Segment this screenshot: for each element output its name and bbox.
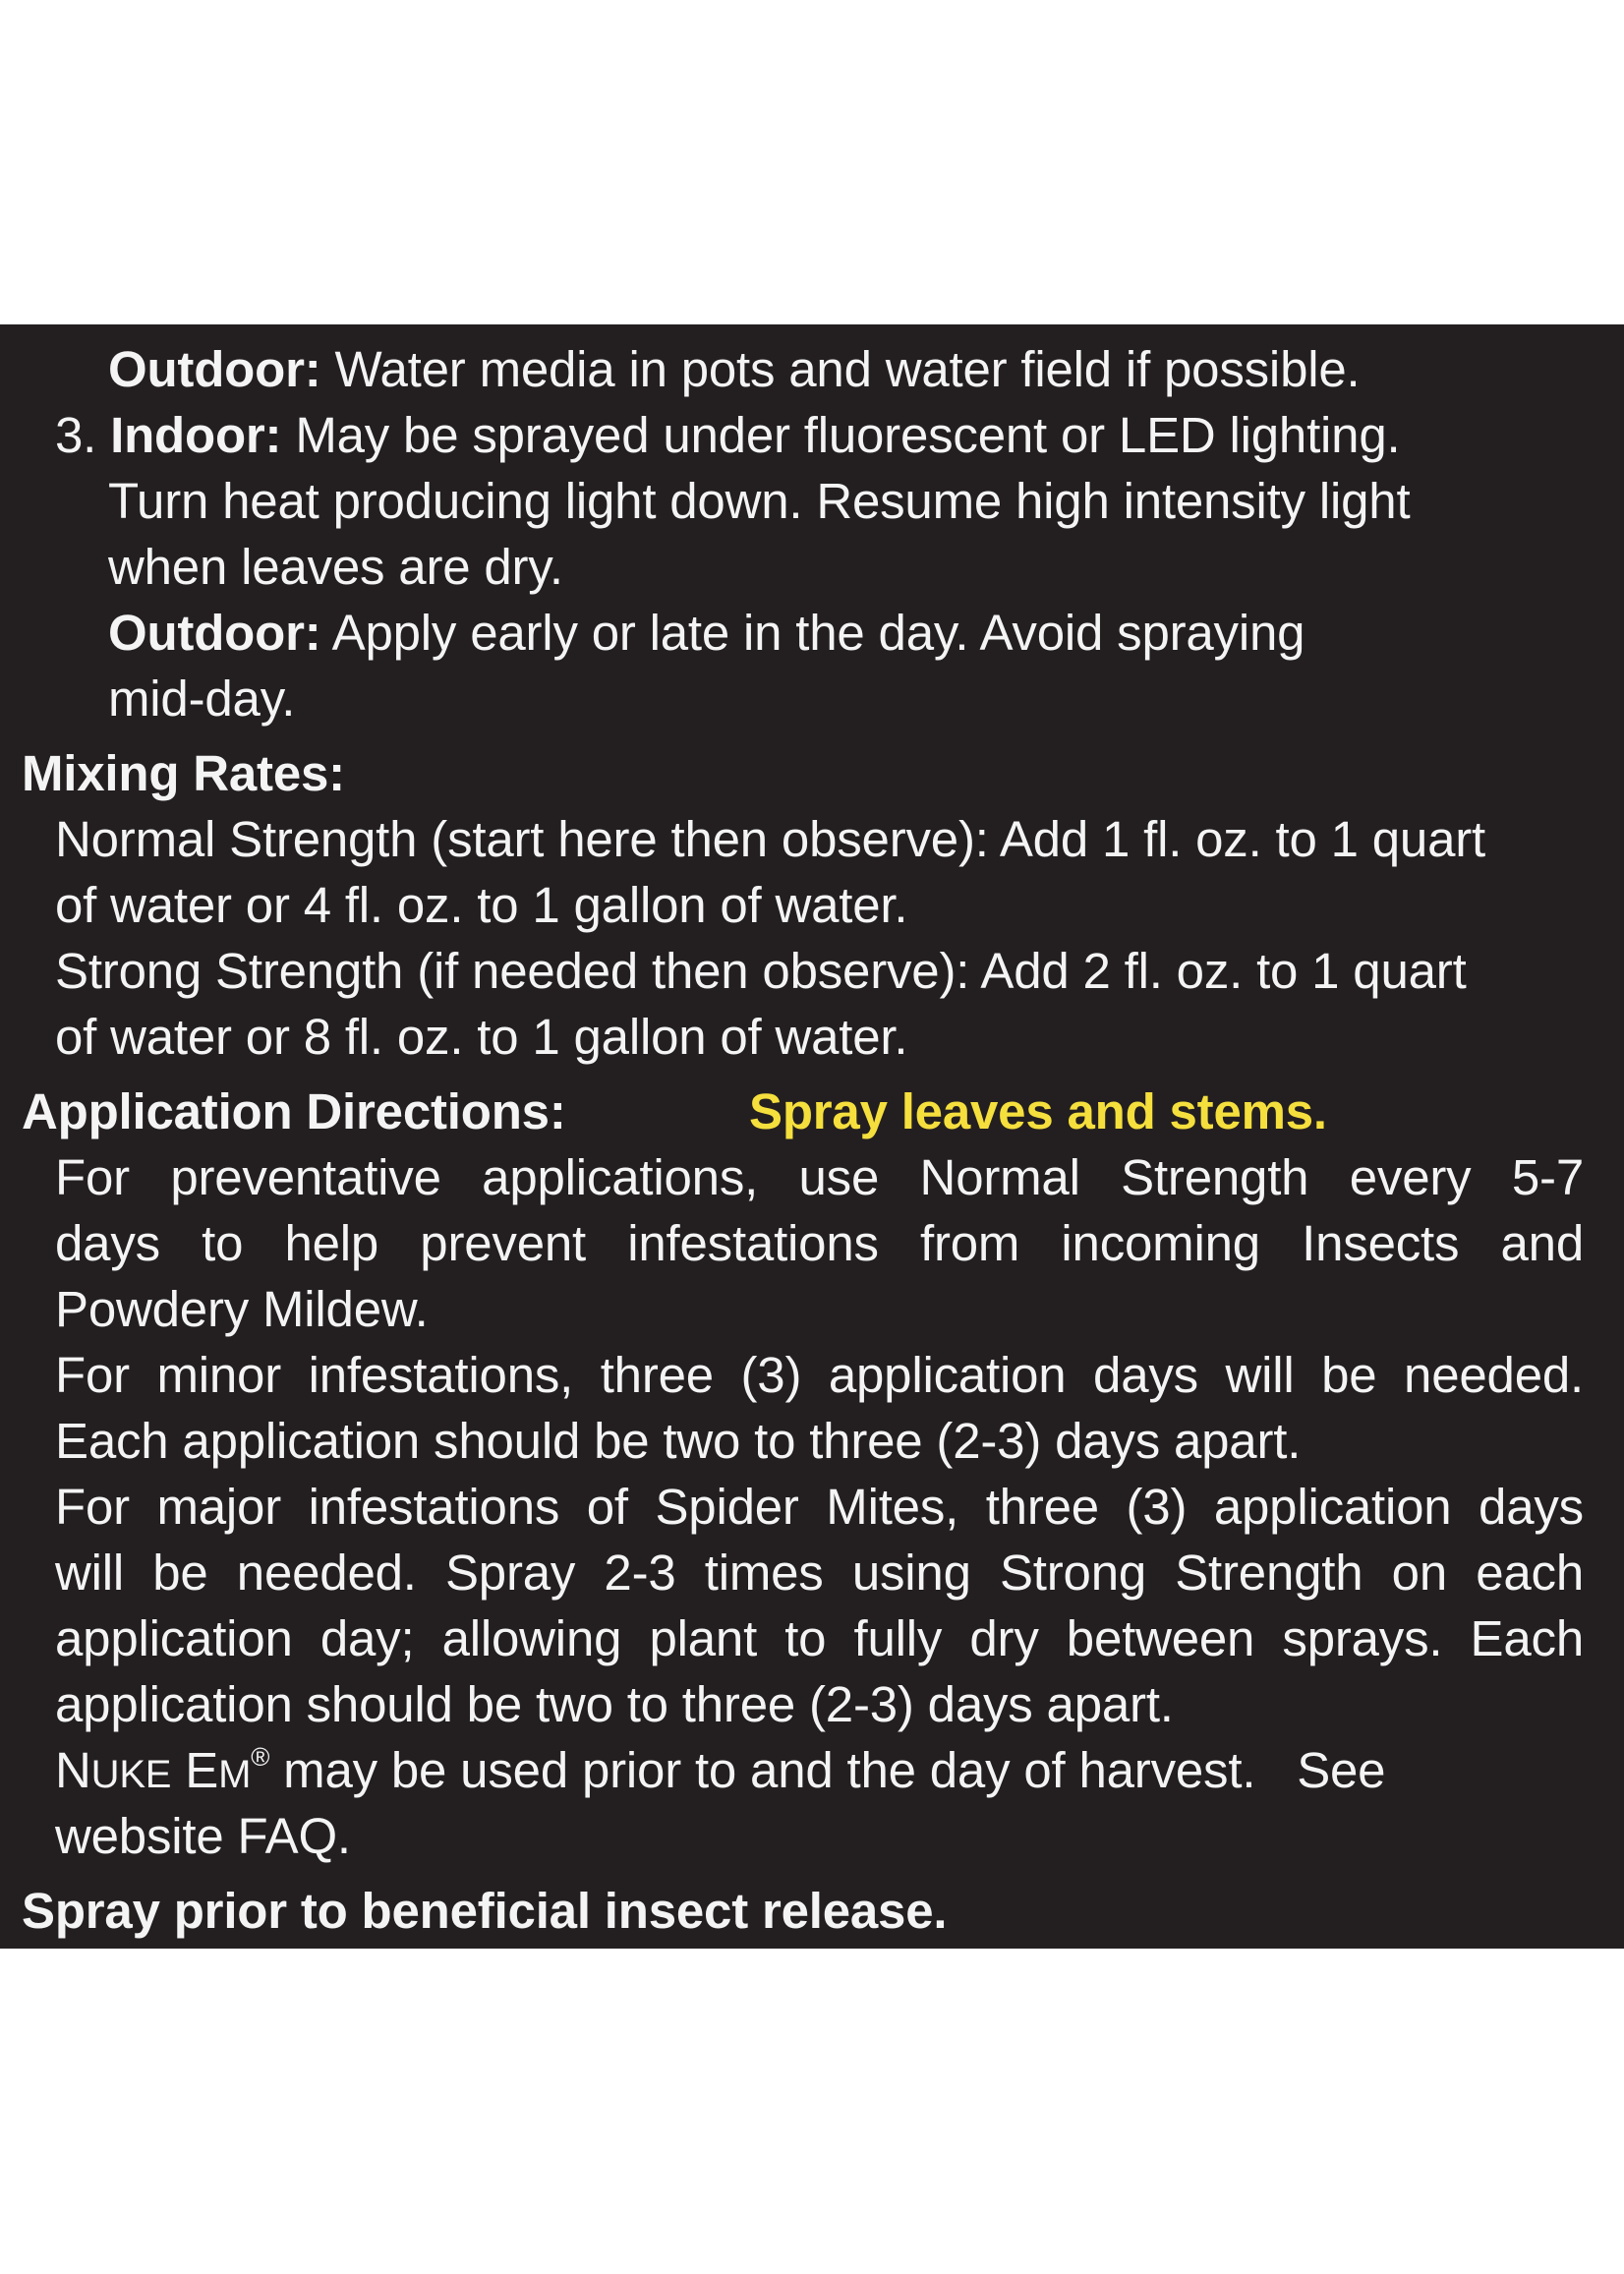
step3-indoor-line3: when leaves are dry. (108, 539, 563, 595)
indoor-text: May be sprayed under fluorescent or LED lighting. (281, 407, 1401, 463)
major-line2: will be needed. Spray 2-3 times using Strong Strength on each (55, 1545, 1584, 1601)
step3-indoor-line2: Turn heat producing light down. Resume high intensity light (108, 473, 1411, 529)
outdoor-label: Outdoor: (108, 605, 321, 661)
step-number: 3. (55, 407, 97, 463)
registered-mark: ® (251, 1742, 270, 1772)
normal-strength-line2: of water or 4 fl. oz. to 1 gallon of water. (55, 877, 908, 933)
step3-outdoor-line2: mid-day. (108, 671, 296, 727)
minor-line1: For minor infestations, three (3) application days will be needed. (55, 1347, 1584, 1403)
brand-name: NUKE EM® (55, 1742, 270, 1798)
harvest-line1 (55, 1741, 1385, 1804)
strong-strength-line1: Strong Strength (if needed then observe): Add 2 fl. oz. to 1 quart (55, 943, 1467, 999)
indoor-label: Indoor: (110, 407, 282, 463)
minor-line2: Each application should be two to three (2-3) days apart. (55, 1413, 1302, 1469)
major-line4: application should be two to three (2-3) days apart. (55, 1676, 1174, 1732)
outdoor-label: Outdoor: (108, 341, 321, 397)
application-directions-heading: Application Directions: (22, 1083, 566, 1139)
harvest-text: may be used prior to and the day of harvest. See (269, 1742, 1386, 1798)
harvest-line2: website FAQ. (55, 1808, 351, 1864)
major-line3: application day; allowing plant to fully dry between sprays. Each (55, 1610, 1584, 1666)
preventative-line1: For preventative applications, use Normal Strength every 5-7 (55, 1149, 1584, 1205)
mixing-rates-heading: Mixing Rates: (22, 745, 345, 801)
outdoor-text: Apply early or late in the day. Avoid spraying (320, 605, 1305, 661)
outdoor-text: Water media in pots and water field if possible. (320, 341, 1361, 397)
footer-warning: Spray prior to beneficial insect release. (22, 1883, 948, 1939)
label-panel (0, 324, 1624, 1949)
application-highlight: Spray leaves and stems. (749, 1083, 1327, 1139)
step3-indoor-line1 (55, 406, 1400, 465)
preventative-line3: Powdery Mildew. (55, 1281, 429, 1337)
major-line1: For major infestations of Spider Mites, three (3) application days (55, 1479, 1584, 1535)
strong-strength-line2: of water or 8 fl. oz. to 1 gallon of water. (55, 1009, 908, 1065)
normal-strength-line1: Normal Strength (start here then observe): Add 1 fl. oz. to 1 quart (55, 811, 1486, 867)
step3-outdoor-line1 (108, 604, 1305, 663)
preventative-line2: days to help prevent infestations from incoming Insects and (55, 1215, 1584, 1271)
step2-outdoor-line (108, 340, 1361, 399)
